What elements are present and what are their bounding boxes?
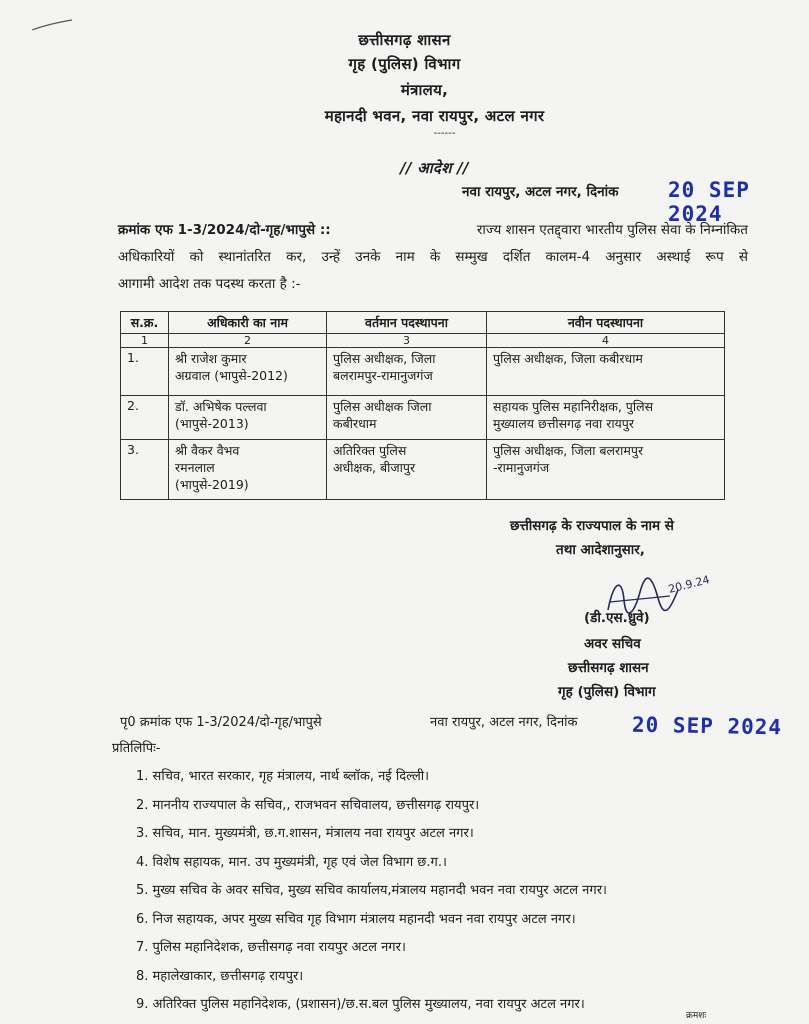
current-line: कबीरधाम <box>333 416 377 431</box>
header-divider: ------ <box>433 128 456 139</box>
header-address: महानदी भवन, नवा रायपुर, अटल नगर <box>324 107 545 125</box>
name-line: डॉ. अभिषेक पल्लवा <box>175 399 267 414</box>
order-place-date: नवा रायपुर, अटल नगर, दिनांक <box>462 184 619 200</box>
table-header: स.क्र. <box>121 312 169 334</box>
cell-sno: 2. <box>121 396 169 440</box>
order-date-stamp: 20 SEP 2024 <box>668 178 750 226</box>
endorsement-place-date: नवा रायपुर, अटल नगर, दिनांक <box>430 715 578 730</box>
copy-to-label: प्रतिलिपिः- <box>112 741 161 756</box>
cell-sno: 1. <box>121 348 169 396</box>
order-body-line2: अधिकारियों को स्थानांतरित कर, उन्हें उनके नाम के सम्मुख दर्शित कालम-4 अनुसार अस्थाई रूप से <box>118 249 748 265</box>
list-item: 2. माननीय राज्यपाल के सचिव,, राजभवन सचिवालय, छत्तीसगढ़ रायपुर। <box>136 797 480 813</box>
header-dept: गृह (पुलिस) विभाग <box>348 55 461 73</box>
list-item: 6. निज सहायक, अपर मुख्य सचिव गृह विभाग मंत्रालय महानदी भवन नवा रायपुर अटल नगर। <box>136 911 576 927</box>
order-body-line1: राज्य शासन एतद्द्वारा भारतीय पुलिस सेवा के निम्नांकित <box>476 222 748 238</box>
col-number: 1 <box>121 334 169 348</box>
name-line: (भापुसे-2013) <box>175 416 249 431</box>
cell-current <box>327 348 487 396</box>
cell-name <box>169 440 327 500</box>
cell-current <box>327 396 487 440</box>
current-line: बलरामपुर-रामानुजगंज <box>333 368 433 383</box>
new-line: पुलिस अधीक्षक, जिला बलरामपुर <box>493 443 644 458</box>
order-title: // आदेश // <box>400 159 469 177</box>
col-number: 2 <box>169 334 327 348</box>
current-line: अधीक्षक, बीजापुर <box>333 460 416 475</box>
table-row <box>121 348 725 396</box>
copy-list <box>136 766 776 1023</box>
current-line: पुलिस अधीक्षक, जिला <box>333 351 436 366</box>
cell-name <box>169 348 327 396</box>
list-item: 1. सचिव, भारत सरकार, गृह मंत्रालय, नार्थ ब्लॉक, नई दिल्ली। <box>136 769 430 784</box>
cell-current <box>327 440 487 500</box>
signatory-govt: छत्तीसगढ़ शासन <box>568 660 649 676</box>
list-item: 8. महालेखाकार, छत्तीसगढ़ रायपुर। <box>136 968 304 984</box>
new-line: मुख्यालय छत्तीसगढ़ नवा रायपुर <box>493 416 635 431</box>
list-item: 7. पुलिस महानिदेशक, छत्तीसगढ़ नवा रायपुर अटल नगर। <box>136 940 406 955</box>
cell-sno: 3. <box>121 440 169 500</box>
table-row <box>121 440 725 500</box>
header-govt: छत्तीसगढ़ शासन <box>358 31 451 49</box>
table-header: वर्तमान पदस्थापना <box>327 312 487 334</box>
current-line: पुलिस अधीक्षक जिला <box>333 399 432 414</box>
signatory-dept: गृह (पुलिस) विभाग <box>558 684 656 700</box>
endorsement-date-stamp: 20 SEP 2024 <box>631 712 783 740</box>
table-header-row <box>121 312 725 334</box>
col-number: 4 <box>487 334 725 348</box>
table-row <box>121 396 725 440</box>
signature-date-note: 20.9.24 <box>667 573 711 596</box>
list-item: 9. अतिरिक्त पुलिस महानिदेशक, (प्रशासन)/छ.स.बल पुलिस मुख्यालय, नवा रायपुर अटल नगर। <box>136 997 585 1012</box>
new-line: -रामानुजगंज <box>493 460 550 475</box>
name-line: श्री वैकर वैभव <box>175 443 240 458</box>
new-line: पुलिस अधीक्षक, जिला कबीरधाम <box>493 351 643 366</box>
cell-new <box>487 440 725 500</box>
table-colnum-row <box>121 334 725 348</box>
name-line: श्री राजेश कुमार <box>175 351 247 366</box>
header-ministry: मंत्रालय, <box>400 81 449 99</box>
list-item: 3. सचिव, मान. मुख्यमंत्री, छ.ग.शासन, मंत्रालय नवा रायपुर अटल नगर। <box>136 826 474 841</box>
by-order-line1: छत्तीसगढ़ के राज्यपाल के नाम से <box>510 518 674 534</box>
continued-mark: क्रमशः <box>686 1011 707 1021</box>
list-item: 4. विशेष सहायक, मान. उप मुख्यमंत्री, गृह एवं जेल विभाग छ.ग.। <box>136 854 447 870</box>
current-line: अतिरिक्त पुलिस <box>333 443 407 458</box>
cell-new <box>487 396 725 440</box>
signatory-designation: अवर सचिव <box>584 636 641 652</box>
name-line: (भापुसे-2019) <box>175 477 249 492</box>
cell-name <box>169 396 327 440</box>
order-number: क्रमांक एफ 1-3/2024/दो-गृह/भापुसे :: <box>118 222 331 238</box>
signatory-name: (डी.एस.ध्रुवे) <box>584 610 650 626</box>
table-header: अधिकारी का नाम <box>169 312 327 334</box>
col-number: 3 <box>327 334 487 348</box>
endorsement-number: पृ0 क्रमांक एफ 1-3/2024/दो-गृह/भापुसे <box>120 715 322 730</box>
transfer-table <box>120 311 725 500</box>
order-body <box>118 217 748 298</box>
by-order-line2: तथा आदेशानुसार, <box>556 542 645 558</box>
table-header: नवीन पदस्थापना <box>487 312 725 334</box>
new-line: सहायक पुलिस महानिरीक्षक, पुलिस <box>493 399 654 414</box>
order-body-line3: आगामी आदेश तक पदस्थ करता है :- <box>118 276 301 292</box>
name-line: रमनलाल <box>175 460 215 475</box>
cell-new <box>487 348 725 396</box>
list-item: 5. मुख्य सचिव के अवर सचिव, मुख्य सचिव कार्यालय,मंत्रालय महानदी भवन नवा रायपुर अटल नगर। <box>136 883 607 898</box>
name-line: अग्रवाल (भापुसे-2012) <box>175 368 288 383</box>
